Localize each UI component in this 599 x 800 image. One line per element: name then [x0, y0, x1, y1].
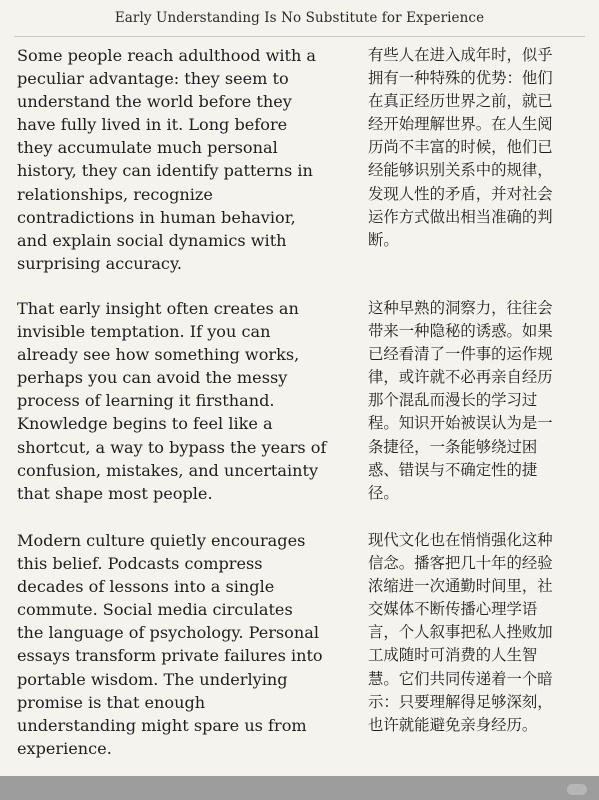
- zh-text-line: 那个混乱而漫长的学习过: [368, 391, 538, 410]
- zh-text-line: 示：只要理解得足够深刻，: [368, 692, 553, 711]
- passage-zh-3: [368, 529, 580, 737]
- passage-zh-2: [368, 297, 580, 505]
- page-title: Early Understanding Is No Substitute for Experience: [114, 10, 485, 26]
- zh-text-line: 也许就能避免亲身经历。: [368, 715, 538, 734]
- en-text-line: that shape most people.: [17, 483, 213, 503]
- en-text-line: promise is that enough: [17, 692, 206, 712]
- en-text-line: this belief. Podcasts compress: [17, 554, 263, 574]
- zh-text-line: 现代文化也在悄悄强化这种: [368, 531, 553, 549]
- zh-text-line: 慧。它们共同传递着一个暗: [368, 669, 553, 688]
- zh-text-line: 经开始理解世界。在人生阅: [368, 115, 553, 134]
- en-text-line: peculiar advantage: they seem to: [17, 69, 289, 89]
- en-text-line: contradictions in human behavior,: [17, 207, 296, 227]
- zh-text-line: 信念。播客把几十年的经验: [368, 554, 553, 573]
- zh-text-line: 程。知识开始被误认为是一: [368, 414, 553, 433]
- en-text-line: the language of psychology. Personal: [17, 623, 319, 643]
- zh-text-line: 拥有一种特殊的优势：他们: [368, 69, 553, 88]
- zh-text-line: 有些人在进入成年时，似乎: [368, 46, 553, 64]
- zh-text-line: 惑、错误与不确定性的捷: [368, 460, 538, 479]
- en-text-line: Knowledge begins to feel like a: [17, 414, 273, 434]
- zh-text-line: 言，个人叙事把私人挫败加: [368, 623, 553, 642]
- en-text-line: That early insight often creates an: [17, 299, 299, 318]
- en-text-line: and explain social dynamics with: [17, 230, 287, 250]
- zh-text-line: 历尚不丰富的时候，他们已: [368, 138, 553, 157]
- en-text-line: understanding might spare us from: [17, 715, 307, 735]
- en-text-line: already see how something works,: [17, 345, 300, 365]
- zh-text-line: 带来一种隐秘的诱惑。如果: [368, 322, 553, 341]
- en-text-line: essays transform private failures into: [17, 646, 323, 666]
- header-divider: [14, 36, 585, 37]
- page-header: [0, 0, 599, 36]
- zh-text-line: 运作方式做出相当准确的判: [368, 207, 553, 226]
- en-text-line: invisible temptation. If you can: [17, 322, 271, 342]
- en-text-line: Some people reach adulthood with a: [17, 46, 317, 65]
- en-text-line: shortcut, a way to bypass the years of: [17, 437, 327, 457]
- en-text-line: history, they can identify patterns in: [17, 161, 313, 181]
- zh-text-line: 条捷径，一条能够绕过困: [368, 437, 538, 456]
- zh-text-line: 已经看清了一件事的运作规: [368, 345, 553, 364]
- en-text-line: understand the world before they: [17, 92, 292, 112]
- en-text-line: decades of lessons into a single: [17, 577, 275, 597]
- en-text-line: they accumulate much personal: [17, 138, 278, 158]
- passage-en-3: [17, 529, 327, 760]
- zh-text-line: 律，或许就不必再亲自经历: [368, 368, 553, 387]
- passage-en-2: [17, 297, 327, 505]
- zh-text-line: 这种早熟的洞察力，往往会: [368, 299, 553, 317]
- bottom-bar: [0, 776, 599, 800]
- zh-text-line: 断。: [368, 230, 399, 249]
- passage-en-1: [17, 44, 327, 275]
- en-text-line: commute. Social media circulates: [17, 600, 293, 620]
- en-text-line: relationships, recognize: [17, 184, 213, 204]
- en-text-line: Modern culture quietly encourages: [17, 531, 306, 550]
- passage-zh-1: [368, 44, 580, 252]
- en-text-line: perhaps you can avoid the messy: [17, 368, 288, 388]
- zh-text-line: 经能够识别关系中的规律，: [368, 161, 553, 180]
- en-text-line: have fully lived in it. Long before: [17, 115, 288, 135]
- en-text-line: surprising accuracy.: [17, 253, 183, 273]
- zh-text-line: 交媒体不断传播心理学语: [368, 600, 538, 619]
- en-text-line: portable wisdom. The underlying: [17, 669, 288, 689]
- zh-text-line: 发现人性的矛盾，并对社会: [368, 184, 553, 203]
- zh-text-line: 浓缩进一次通勤时间里，社: [368, 577, 553, 596]
- watermark-logo: [567, 784, 587, 795]
- en-text-line: experience.: [17, 738, 112, 758]
- zh-text-line: 在真正经历世界之前，就已: [368, 92, 553, 111]
- zh-text-line: 工成随时可消费的人生智: [368, 646, 538, 665]
- zh-text-line: 径。: [368, 483, 399, 502]
- en-text-line: confusion, mistakes, and uncertainty: [17, 460, 319, 480]
- en-text-line: process of learning it firsthand.: [17, 391, 275, 411]
